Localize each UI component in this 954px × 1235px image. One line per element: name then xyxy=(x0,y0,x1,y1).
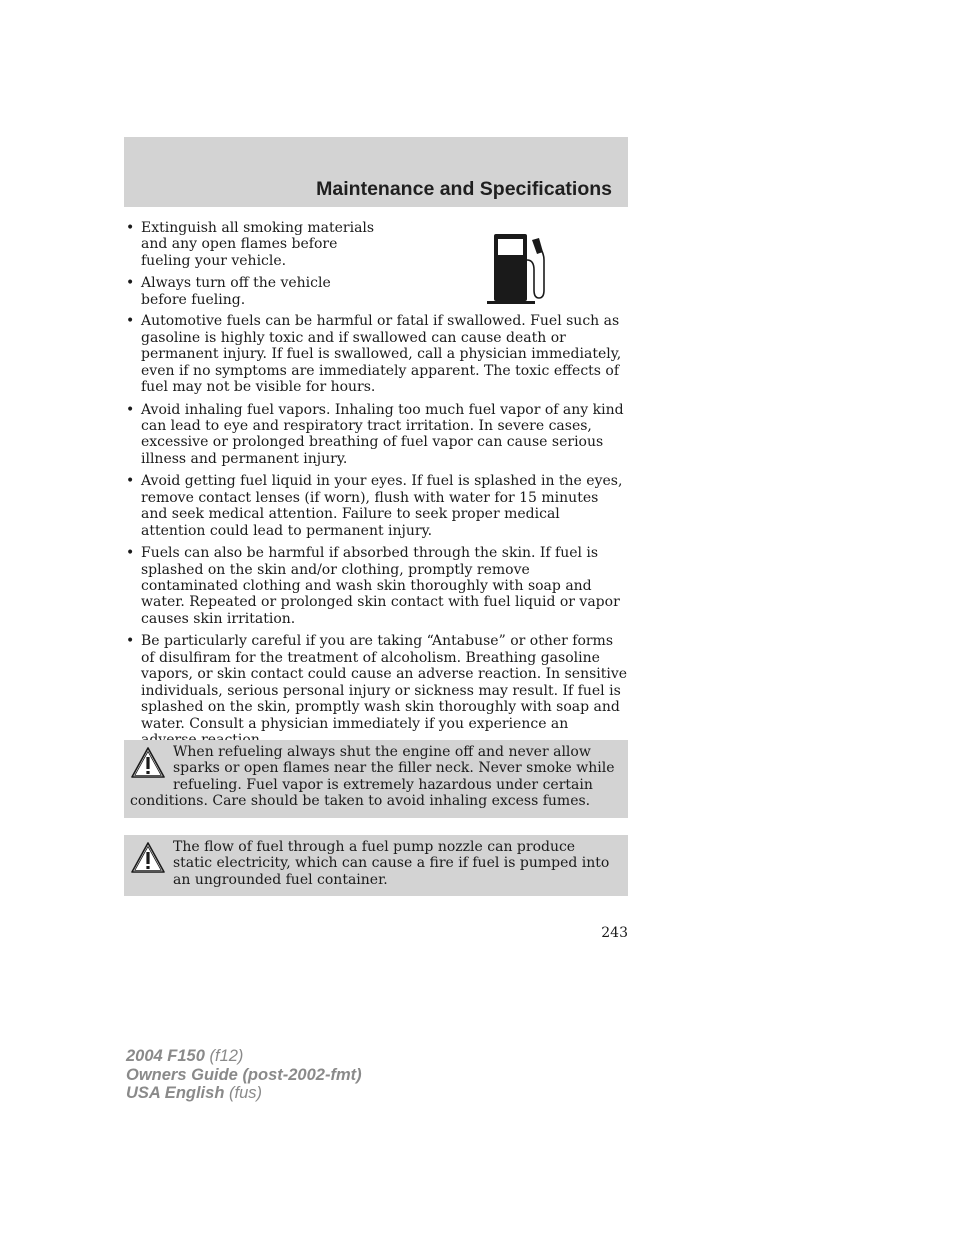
warning-text: When refueling always shut the engine off and never allow sparks or open flames near the filler neck. Never smoke while refueling. Fuel vapor is extremely hazardous under certain conditions. Care should be taken to avoid inhaling excess fumes. xyxy=(130,744,615,810)
list-item: • Avoid inhaling fuel vapors. Inhaling too much fuel vapor of any kind can lead to eye and respiratory tract irritation. In severe cases, excessive or prolonged breathing of fuel vapor can cause serious illness and permanent injury. xyxy=(124,402,628,468)
section-title: Maintenance and Specifications xyxy=(316,178,612,200)
list-item xyxy=(124,313,628,395)
warning-triangle-icon xyxy=(130,746,166,780)
page-content xyxy=(124,220,628,755)
list-item-text: Automotive fuels can be harmful or fatal if swallowed. Fuel such as gasoline is highly toxic and if swallowed can cause death or permanent injury. If fuel is swallowed, call a physician immediately, even if no symptoms are immediately apparent. The toxic effects of fuel may not be visible for hours. xyxy=(141,313,622,396)
footer-model: 2004 F150 xyxy=(126,1047,205,1065)
footer-line-guide xyxy=(126,1066,362,1085)
list-item: • Be particularly careful if you are taking “Antabuse” or other forms of disulfiram for the treatment of alcoholism. Breathing gasoline vapors, or skin contact could cause an adverse reaction. In sensitive individuals, serious personal injury or sickness may result. If fuel is splashed on the skin, promptly wash skin thoroughly with soap and water. Consult a physician immediately if you experience an xyxy=(124,633,628,748)
warning-text: The flow of fuel through a fuel pump nozzle can produce static electricity, which can cause a fire if fuel is pumped into an ungrounded fuel container. xyxy=(173,839,610,888)
fuel-pump-icon xyxy=(484,230,554,308)
footer-model-code: (f12) xyxy=(209,1047,244,1065)
footer-line-language xyxy=(126,1084,362,1103)
footer-line-model xyxy=(126,1047,362,1066)
warning-box xyxy=(124,740,628,818)
document-footer xyxy=(126,1047,362,1103)
list-item: • Fuels can also be harmful if absorbed through the skin. If fuel is splashed on the skin and/or clothing, promptly remove contaminated clothing and wash skin thoroughly with soap and water. Repeated or prolonged skin contact with fuel liquid or vapor causes skin irritation. xyxy=(124,545,628,627)
footer-language: USA English xyxy=(126,1084,225,1103)
warning-triangle-icon xyxy=(130,841,166,875)
list-item: • Extinguish all smoking materials and any open flames before fueling your vehicle. xyxy=(124,220,381,269)
page-number: 243 xyxy=(601,925,628,941)
footer-language-code: (fus) xyxy=(229,1084,262,1103)
list-item: • Avoid getting fuel liquid in your eyes. If fuel is splashed in the eyes, remove contact lenses (if worn), flush with water for 15 minutes and seek medical attention. Failure to seek proper medical attention could lead to permanent injury. xyxy=(124,473,628,539)
section-header xyxy=(124,137,628,207)
list-item: • Always turn off the vehicle before fueling. xyxy=(124,275,381,308)
warning-box xyxy=(124,835,628,896)
footer-guide: Owners Guide (post-2002-fmt) xyxy=(126,1065,362,1084)
